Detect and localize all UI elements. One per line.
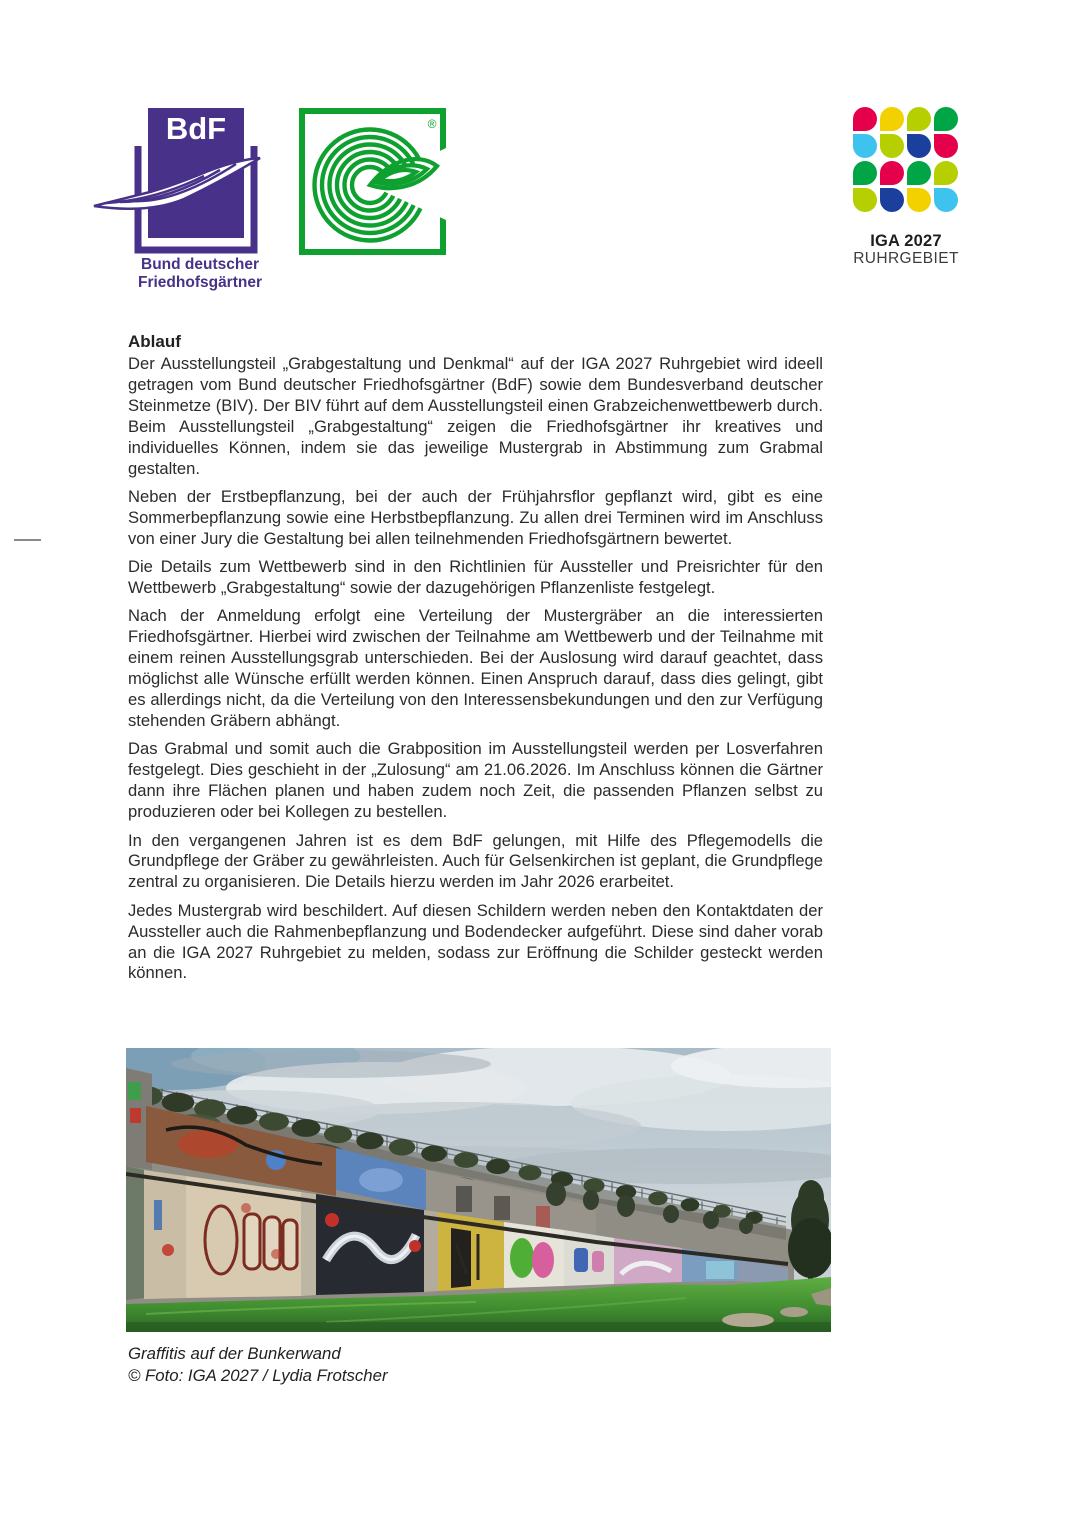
bdf-name-line2: Friedhofsgärtner bbox=[137, 274, 262, 291]
section-heading: Ablauf bbox=[128, 332, 181, 351]
body-paragraph: Das Grabmal und somit auch die Grabposition im Ausstellungsteil werden per Losverfahren festgelegt. Dies geschieht in der „Zulosung“ am 21.06.2026. Im Anschluss können die Gärtner dann ihre Flächen planen und haben zudem noch Zeit, die passenden Pflanzen selbst zu produzieren oder bei Kollegen zu bestellen. bbox=[128, 739, 823, 822]
bdf-logo-icon bbox=[108, 102, 276, 258]
iga-leaf-crimson bbox=[934, 134, 958, 158]
registered-trademark-icon: ® bbox=[427, 117, 437, 131]
iga-leaf-yellow bbox=[880, 107, 904, 131]
document-body bbox=[128, 331, 823, 992]
body-paragraph: Der Ausstellungsteil „Grabgestaltung und Denkmal“ auf der IGA 2027 Ruhrgebiet wird ideell getragen vom Bund deutscher Friedhofsgärtner (BdF) sowie dem Bundesverband deutscher Steinmetze (BIV). Der BIV führt auf dem Ausstellungsteil einen Grabzeichenwettbewerb durch. Beim Ausstellungsteil „Grabgestaltung“ zeigen die Friedhofsgärtner ihr kreatives und individuelles Können, indem sie das jeweilige Mustergrab in Abstimmung zum Grabmal gestalten. bbox=[128, 354, 823, 478]
bdf-logo-caption bbox=[118, 256, 282, 292]
photo-caption bbox=[128, 1343, 388, 1386]
body-paragraph: Neben der Erstbepflanzung, bei der auch der Frühjahrsflor gepflanzt wird, gibt es eine Sommerbepflanzung sowie eine Herbstbepflanzung. Zu allen drei Terminen wird im Anschluss von einer Jury die Gestaltung bei allen teilnehmenden Friedhofsgärtnern bewertet. bbox=[128, 486, 823, 548]
body-paragraph: In den vergangenen Jahren ist es dem BdF gelungen, mit Hilfe des Pflegemodells die Grundpflege der Gräber zu gewährleisten. Auch für Gelsenkirchen ist geplant, die Grundpflege zentral zu organisieren. Die Details hierzu werden im Jahr 2026 erarbeitet. bbox=[128, 830, 823, 892]
iga-subtitle: RUHRGEBIET bbox=[853, 250, 959, 267]
iga-leaf-green bbox=[853, 161, 877, 185]
iga-leaf-crimson bbox=[880, 161, 904, 185]
fold-mark bbox=[14, 539, 41, 541]
iga-leaf-blue bbox=[907, 134, 931, 158]
photo-caption-line1: Graffitis auf der Bunkerwand bbox=[128, 1344, 341, 1363]
iga-title: IGA 2027 bbox=[870, 232, 942, 250]
iga-leaf-green bbox=[907, 161, 931, 185]
g-seal-icon bbox=[299, 108, 446, 255]
iga-leaf-grid-icon bbox=[853, 107, 958, 212]
iga-leaf-lime bbox=[907, 107, 931, 131]
body-paragraph: Die Details zum Wettbewerb sind in den Richtlinien für Aussteller und Preisrichter für den Wettbewerb „Grabgestaltung“ sowie der dazugehörigen Pflanzenliste festgelegt. bbox=[128, 557, 823, 598]
iga-leaf-lime bbox=[934, 161, 958, 185]
body-paragraph: Nach der Anmeldung erfolgt eine Verteilung der Mustergräber an die interessierten Friedhofsgärtner. Hierbei wird zwischen der Teilnahme am Wettbewerb und der Teilnahme mit einem reinen Ausstellungsgrab unterschieden. Bei der Auslosung wird darauf geachtet, dass möglichst alle Wünsche erfüllt werden können. Einen Anspruch darauf, dass dies gelingt, gibt es allerdings nicht, da die Verteilung von den Interessensbekundungen und den zur Verfügung stehenden Gräbern abhängt. bbox=[128, 606, 823, 730]
bdf-name-line1: Bund deutscher bbox=[141, 256, 259, 273]
body-paragraph: Jedes Mustergrab wird beschildert. Auf diesen Schildern werden neben den Kontaktdaten der Aussteller auch die Rahmenbepflanzung und Bodendecker aufgeführt. Diese sind daher vorab an die IGA 2027 Ruhrgebiet zu melden, sodass zur Eröffnung die Schilder gesteckt werden können. bbox=[128, 900, 823, 983]
bdf-acronym: BdF bbox=[165, 111, 227, 146]
iga-leaf-lime bbox=[880, 134, 904, 158]
iga-leaf-crimson bbox=[853, 107, 877, 131]
iga-logo-caption bbox=[838, 232, 974, 267]
photo-caption-line2: © Foto: IGA 2027 / Lydia Frotscher bbox=[128, 1365, 388, 1385]
iga-leaf-cyan bbox=[934, 188, 958, 212]
iga-leaf-blue bbox=[880, 188, 904, 212]
iga-leaf-lime bbox=[853, 188, 877, 212]
iga-leaf-green bbox=[934, 107, 958, 131]
iga-leaf-cyan bbox=[853, 134, 877, 158]
iga-leaf-yellow bbox=[907, 188, 931, 212]
photo-graffiti-bunker-wall bbox=[126, 1048, 831, 1332]
